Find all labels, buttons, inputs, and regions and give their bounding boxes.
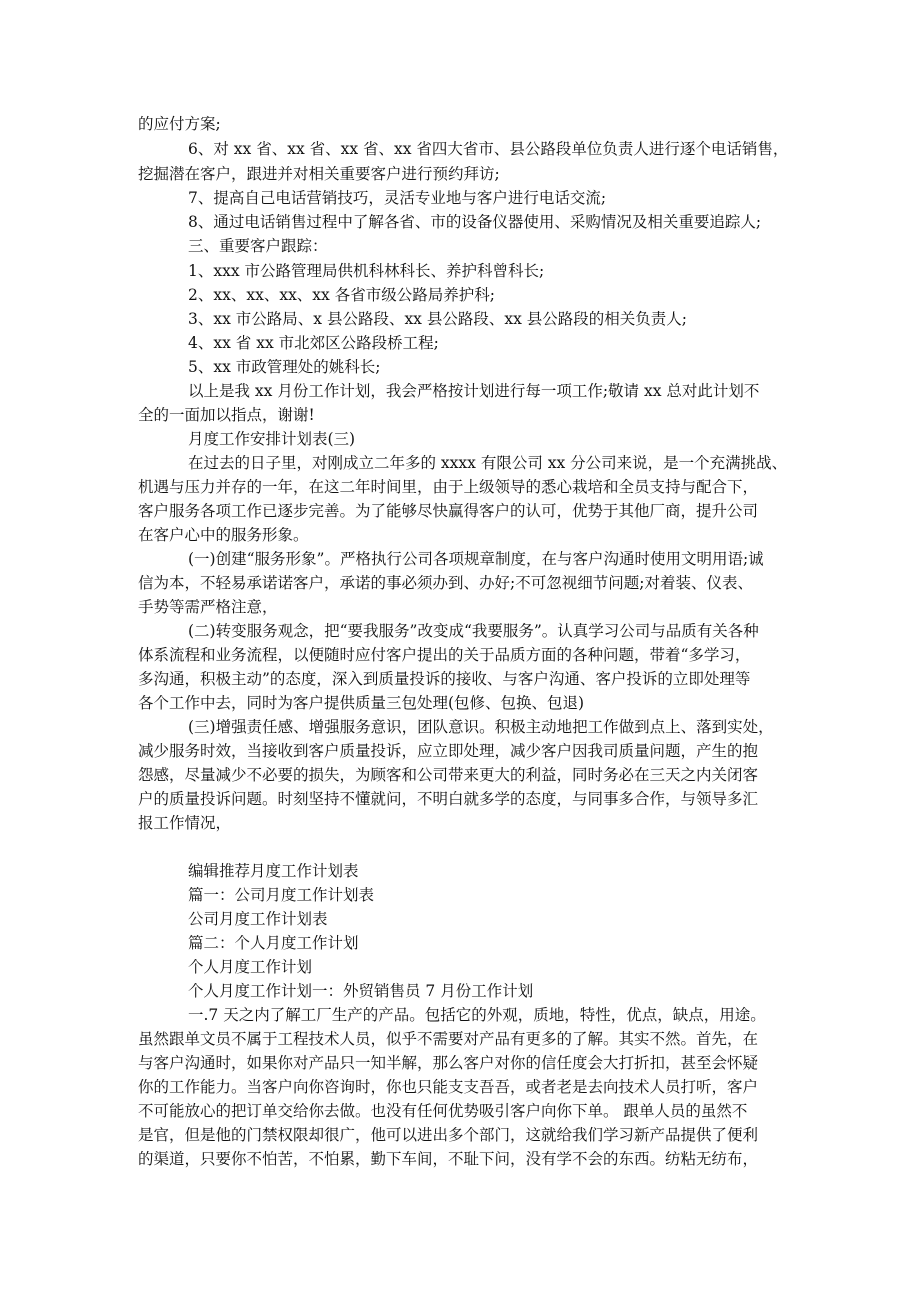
text-line: 在过去的日子里，对刚成立二年多的 xxxx 有限公司 xx 分公司来说，是一个充满挑战、 xyxy=(188,454,788,472)
text-line: 你的工作能力。当客户向你咨询时，你也只能支支吾吾，或者老是去向技术人员打听，客户 xyxy=(138,1078,759,1096)
text-line: 虽然跟单文员不属于工程技术人员，似乎不需要对产品有更多的了解。其实不然。首先，在 xyxy=(138,1030,759,1048)
text-line: (三)增强责任感、增强服务意识，团队意识。积极主动地把工作做到点上、落到实处， xyxy=(188,718,774,736)
text-line: 在客户心中的服务形象。 xyxy=(138,526,309,544)
text-line: 个人月度工作计划 xyxy=(188,958,313,976)
text-line: 信为本，不轻易承诺诺客户，承诺的事必须办到、办好;不可忽视细节问题;对着装、仪表、 xyxy=(138,574,753,592)
text-line: 机遇与压力并存的一年，在这二年时间里，由于上级领导的悉心栽培和全员支持与配合下， xyxy=(138,478,759,496)
text-line: 全的一面加以指点，谢谢! xyxy=(138,406,315,424)
text-line: 是官，但是他的门禁权限却很广，他可以进出多个部门，这就给我们学习新产品提供了便利 xyxy=(138,1126,759,1144)
text-line: 6、对 xx 省、xx 省、xx 省、xx 省四大省市、县公路段单位负责人进行逐个电话销售， xyxy=(188,140,789,158)
text-line: 公司月度工作计划表 xyxy=(188,910,328,928)
text-line: 的应付方案; xyxy=(138,115,221,133)
text-line: 与客户沟通时，如果你对产品只一知半解，那么客户对你的信任度会大打折扣，甚至会怀疑 xyxy=(138,1054,759,1072)
text-line: 2、xx、xx、xx、xx 各省市级公路局养护科; xyxy=(188,286,495,304)
text-line: 挖掘潜在客户，跟进并对相关重要客户进行预约拜访; xyxy=(138,165,500,183)
text-line: 篇二：个人月度工作计划 xyxy=(188,934,359,952)
text-line: 报工作情况， xyxy=(138,814,232,832)
text-line: 各个工作中去，同时为客户提供质量三包处理(包修、包换、包退) xyxy=(138,694,585,712)
text-line: 多沟通，积极主动”的态度，深入到质量投诉的接收、与客户沟通、客户投诉的立即处理等 xyxy=(138,670,751,688)
text-line: 8、通过电话销售过程中了解各省、市的设备仪器使用、采购情况及相关重要追踪人; xyxy=(188,213,762,231)
text-line: 体系流程和业务流程，以便随时应付客户提出的关于品质方面的各种问题，带着“多学习， xyxy=(138,646,751,664)
section-heading: 三、重要客户跟踪： xyxy=(188,237,328,255)
text-line: 4、xx 省 xx 市北郊区公路段桥工程; xyxy=(188,334,439,352)
text-line: 3、xx 市公路局、x 县公路段、xx 县公路段、xx 县公路段的相关负责人; xyxy=(188,310,687,328)
text-line: 不可能放心的把订单交给你去做。也没有任何优势吸引客户向你下单。 跟单人员的虽然不 xyxy=(138,1102,748,1120)
text-line: 5、xx 市政管理处的姚科长; xyxy=(188,358,381,376)
text-line: 7、提高自己电话营销技巧，灵活专业地与客户进行电话交流; xyxy=(188,189,607,207)
text-line: (一)创建“服务形象”。严格执行公司各项规章制度，在与客户沟通时使用文明用语;诚 xyxy=(188,550,764,568)
text-line: 一.7 天之内了解工厂生产的产品。包括它的外观，质地，特性，优点，缺点，用途。 xyxy=(188,1006,766,1024)
text-line: 怨感，尽量减少不必要的损失，为顾客和公司带来更大的利益，同时务必在三天之内关闭客 xyxy=(138,766,759,784)
text-line: 户的质量投诉问题。时刻坚持不懂就问，不明白就多学的态度，与同事多合作，与领导多汇 xyxy=(138,790,759,808)
text-line: 1、xxx 市公路管理局供机科林科长、养护科曾科长; xyxy=(188,262,545,280)
text-line: 个人月度工作计划一：外贸销售员 7 月份工作计划 xyxy=(188,982,534,1000)
text-line: (二)转变服务观念，把“要我服务”改变成“我要服务”。认真学习公司与品质有关各种 xyxy=(188,622,759,640)
section-heading: 月度工作安排计划表(三) xyxy=(188,430,356,448)
text-line: 客户服务各项工作已逐步完善。为了能够尽快赢得客户的认可，优势于其他厂商，提升公司 xyxy=(138,502,759,520)
section-heading: 编辑推荐月度工作计划表 xyxy=(188,862,359,880)
text-line: 的渠道，只要你不怕苦，不怕累，勤下车间，不耻下问，没有学不会的东西。纺粘无纺布， xyxy=(138,1150,759,1168)
text-line: 减少服务时效，当接收到客户质量投诉，应立即处理，减少客户因我司质量问题，产生的抱 xyxy=(138,742,759,760)
text-line: 篇一：公司月度工作计划表 xyxy=(188,886,375,904)
text-line: 手势等需严格注意， xyxy=(138,598,278,616)
text-line: 以上是我 xx 月份工作计划，我会严格按计划进行每一项工作;敬请 xx 总对此计划不 xyxy=(188,382,760,400)
